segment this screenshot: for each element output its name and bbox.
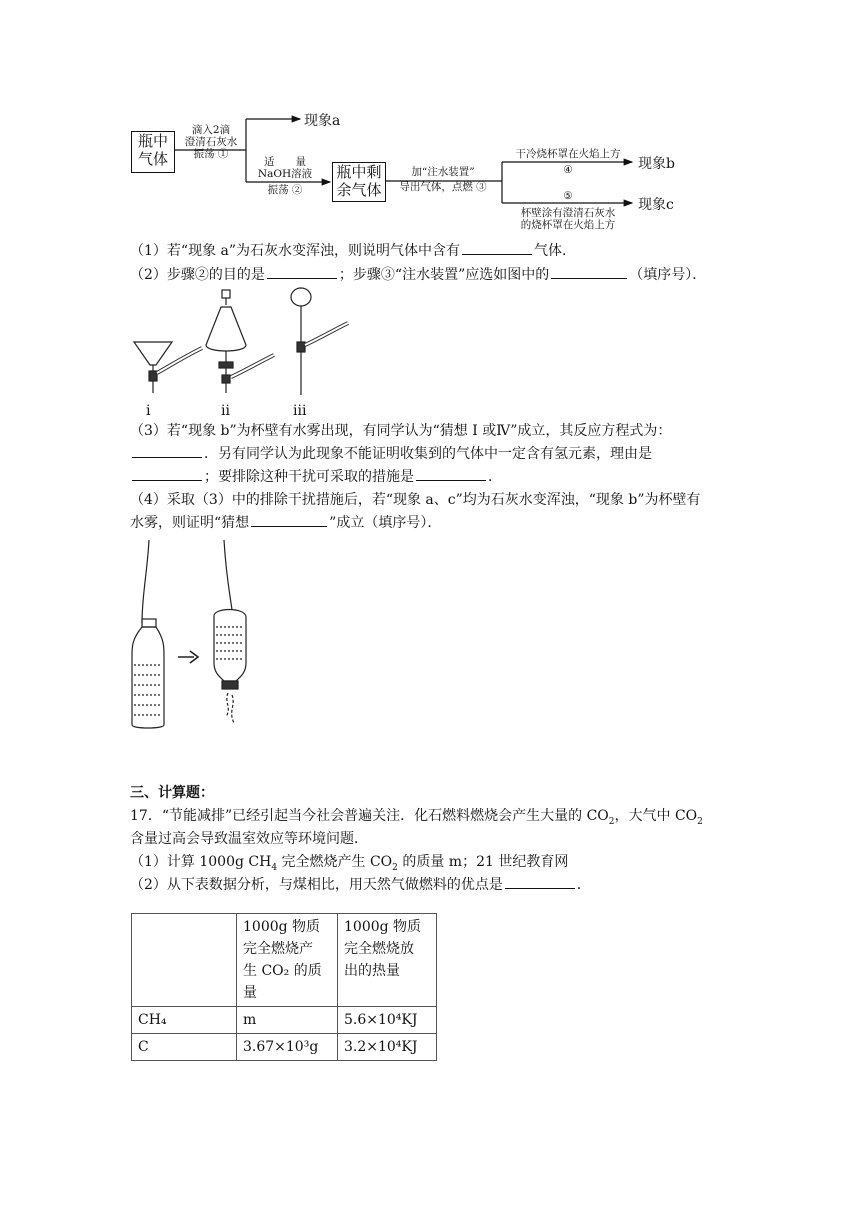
step2-label: 适 量 NaOH溶液 振荡 ②	[257, 156, 313, 196]
table-cell: 5.6×10⁴KJ	[338, 1007, 437, 1034]
bottle-illustration	[120, 535, 260, 735]
table-row	[132, 1034, 437, 1061]
separatory-funnel-ii	[206, 290, 274, 393]
box-remaining-gas: 瓶中剩余气体	[332, 162, 386, 202]
question-4-line-2: 水雾，则证明“猜想 ”成立（填序号）．	[130, 512, 740, 534]
question-3-line-2: ．另有同学认为此现象不能证明收集到的气体中一定含有氢元素，理由是	[130, 443, 740, 465]
step4-label: 干冷烧杯罩在火焰上方	[515, 148, 621, 160]
table-row	[132, 1007, 437, 1034]
table-cell: CH₄	[132, 1007, 237, 1034]
apparatus-label-iii: iii	[293, 403, 307, 419]
table-cell: 3.2×10⁴KJ	[338, 1034, 437, 1061]
answer-blank[interactable]	[132, 466, 202, 481]
section-3-heading: 三、计算题：	[130, 785, 214, 801]
table-header-cell: 1000g 物质 完全燃烧放 出的热量	[338, 914, 437, 1007]
string	[142, 540, 149, 623]
answer-blank[interactable]	[267, 264, 337, 279]
bottle-left	[132, 619, 164, 728]
table-cell: m	[237, 1007, 338, 1034]
table-cell: 3.67×10³g	[237, 1034, 338, 1061]
question-3-line-1: （3）若“现象 b”为杯壁有水雾出现，有同学认为“猜想 I 或Ⅳ”成立，其反应方程式为：	[130, 423, 672, 439]
question-17-sub-1: （1）计算 1000g $CH_4$ 完全燃烧产生 $CO_2$ 的质量 m；21 世纪教育网	[130, 854, 569, 873]
step1-label: 滴入2滴 澄清石灰水 振荡 ①	[184, 124, 238, 160]
answer-blank[interactable]	[462, 240, 532, 255]
answer-blank[interactable]	[251, 512, 327, 527]
question-4-line-1: （4）采取（3）中的排除干扰措施后，若“现象 a、c”均为石灰水变浑浊，“现象 b”为杯壁有	[130, 492, 701, 508]
funnel-i	[134, 342, 202, 393]
phenomenon-a: 现象a	[304, 113, 341, 129]
step5-number: ⑤	[563, 190, 573, 202]
arrow-icon	[178, 651, 198, 663]
table-header-cell: 1000g 物质 完全燃烧产 生 CO₂ 的质 量	[237, 914, 338, 1007]
question-17-line-2: 含量过高会导致温室效应等环境问题．	[130, 831, 368, 847]
question-3-line-3: ；要排除这种干扰可采取的措施是 ．	[130, 466, 740, 488]
bottle-right	[214, 610, 246, 724]
water-stream	[226, 693, 234, 723]
phenomenon-b: 现象b	[638, 156, 675, 172]
phenomenon-c: 现象c	[638, 197, 674, 213]
apparatus-label-ii: ii	[221, 403, 230, 419]
step3-label: 加“注水装置” 导出气体，点燃 ③	[399, 166, 487, 193]
answer-blank[interactable]	[416, 466, 486, 481]
box-bottle-gas: 瓶中气体	[131, 131, 175, 173]
data-table	[131, 913, 437, 1061]
answer-blank[interactable]	[132, 443, 202, 458]
table-cell	[132, 914, 237, 1007]
question-17-line-1: 17．“节能减排”已经引起当今社会普遍关注．化石燃料燃烧会产生大量的 $CO_2$，大气中 $CO_2$	[130, 808, 703, 827]
table-header-row	[132, 914, 437, 1007]
question-2: （2）步骤②的目的是 ；步骤③“注水装置”应选如图中的 （填序号）．	[130, 264, 740, 286]
table-cell: C	[132, 1034, 237, 1061]
apparatus-label-i: i	[146, 403, 151, 419]
flowchart-lines	[0, 0, 860, 240]
question-1: （1）若“现象 a”为石灰水变浑浊，则说明气体中含有 气体．	[130, 240, 740, 262]
apparatus-figure	[120, 285, 380, 415]
answer-blank[interactable]	[551, 264, 627, 279]
answer-blank[interactable]	[505, 874, 575, 889]
thistle-tube-iii	[291, 288, 348, 395]
step4-number: ④	[563, 164, 573, 176]
string	[224, 540, 232, 610]
step5-label: 杯壁涂有澄清石灰水 的烧杯罩在火焰上方	[520, 207, 616, 231]
question-17-sub-2: （2）从下表数据分析，与煤相比，用天然气做燃料的优点是 ．	[130, 874, 740, 896]
